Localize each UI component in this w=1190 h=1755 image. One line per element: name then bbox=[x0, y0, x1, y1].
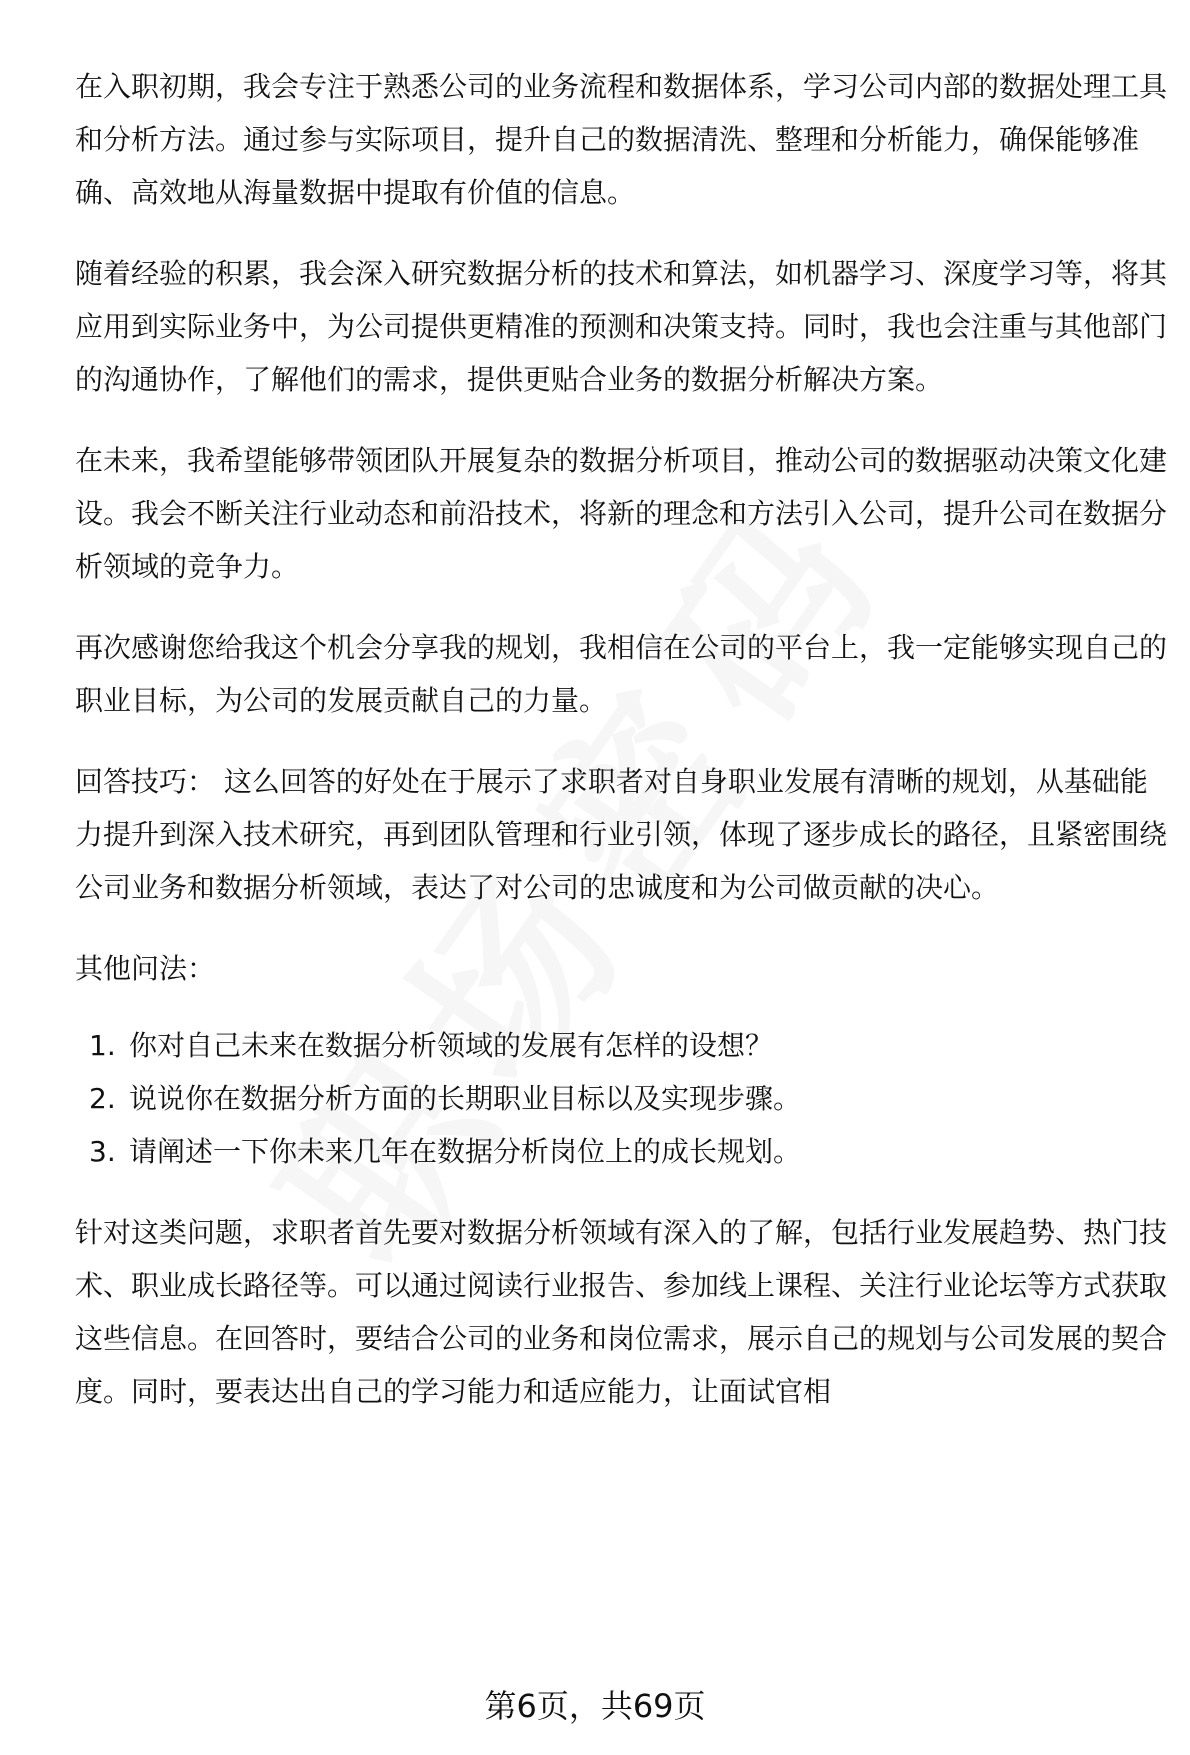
list-item-number: 2. bbox=[89, 1082, 116, 1115]
list-item-text: 请阐述一下你未来几年在数据分析岗位上的成长规划。 bbox=[129, 1135, 802, 1168]
paragraph-answer-tips: 回答技巧： 这么回答的好处在于展示了求职者对自身职业发展有清晰的规划，从基础能力提升到深入技术研究，再到团队管理和行业引领，体现了逐步成长的路径，且紧密围绕公司业务和数据分析领域，表达了对公司的忠诚度和为公司做贡献的决心。 bbox=[75, 765, 1168, 904]
paragraph-onboarding: 在入职初期，我会专注于熟悉公司的业务流程和数据体系，学习公司内部的数据处理工具和分析方法。通过参与实际项目，提升自己的数据清洗、整理和分析能力，确保能够准确、高效地从海量数据中提取有价值的信息。 bbox=[75, 70, 1168, 209]
list-item bbox=[75, 1125, 1175, 1178]
other-questions-list bbox=[75, 1019, 1175, 1178]
paragraph-thanks: 再次感谢您给我这个机会分享我的规划，我相信在公司的平台上，我一定能够实现自己的职业目标，为公司的发展贡献自己的力量。 bbox=[75, 631, 1168, 717]
paragraph-future: 在未来，我希望能够带领团队开展复杂的数据分析项目，推动公司的数据驱动决策文化建设。我会不断关注行业动态和前沿技术，将新的理念和方法引入公司，提升公司在数据分析领域的竞争力。 bbox=[75, 444, 1168, 583]
document-body bbox=[75, 60, 1175, 1446]
paragraph-closing: 针对这类问题，求职者首先要对数据分析领域有深入的了解，包括行业发展趋势、热门技术、职业成长路径等。可以通过阅读行业报告、参加线上课程、关注行业论坛等方式获取这些信息。在回答时，要结合公司的业务和岗位需求，展示自己的规划与公司发展的契合度。同时，要表达出自己的学习能力和适应能力，让面试官相 bbox=[75, 1216, 1168, 1408]
list-item bbox=[75, 1072, 1175, 1125]
page-number-footer: 第6页，共69页 bbox=[484, 1687, 706, 1725]
other-questions-heading: 其他问法： bbox=[75, 952, 216, 985]
list-item-text: 你对自己未来在数据分析领域的发展有怎样的设想？ bbox=[129, 1029, 774, 1062]
list-item bbox=[75, 1019, 1175, 1072]
paragraph-experience: 随着经验的积累，我会深入研究数据分析的技术和算法，如机器学习、深度学习等，将其应用到实际业务中，为公司提供更精准的预测和决策支持。同时，我也会注重与其他部门的沟通协作，了解他们的需求，提供更贴合业务的数据分析解决方案。 bbox=[75, 257, 1168, 396]
list-item-number: 3. bbox=[89, 1135, 116, 1168]
list-item-number: 1. bbox=[89, 1029, 116, 1062]
list-item-text: 说说你在数据分析方面的长期职业目标以及实现步骤。 bbox=[129, 1082, 802, 1115]
